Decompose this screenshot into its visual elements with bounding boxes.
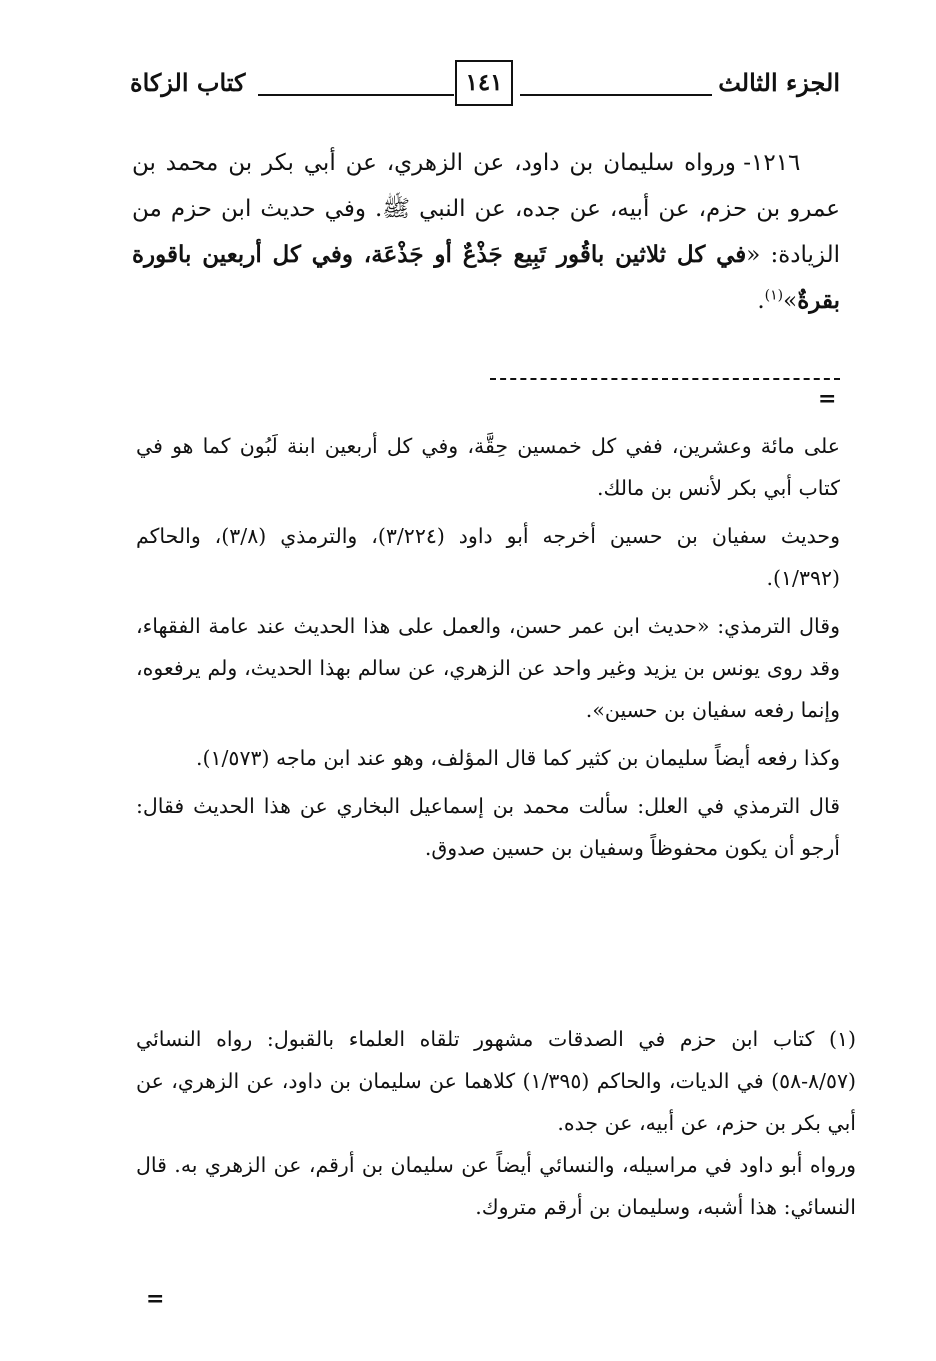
header-rule-left xyxy=(258,94,454,96)
footnote-paragraph xyxy=(136,1018,856,1144)
note-paragraph: قال الترمذي في العلل: سألت محمد بن إسماعيل البخاري عن هذا الحديث فقال: أرجو أن يكون محفوظاً وسفيان بن حسين صدوق. xyxy=(136,794,840,860)
continued-notes xyxy=(136,425,840,875)
page-number: ١٤١ xyxy=(455,60,513,106)
page-header xyxy=(130,58,840,118)
continuation-mark-top: = xyxy=(818,386,837,412)
header-rule-right xyxy=(520,94,712,96)
hadith-text-end: . xyxy=(757,288,765,314)
note-paragraph: على مائة وعشرين، ففي كل خمسين حِقَّة، وفي كل أربعين ابنة لَبُون كما هو في كتاب أبي بكر لأنس بن مالك. xyxy=(136,434,840,500)
note-paragraph: وقال الترمذي: «حديث ابن عمر حسن، والعمل على هذا الحديث عند عامة الفقهاء، وقد روى يونس بن يزيد وغير واحد عن الزهري، عن سالم بهذا الحديث، ولم يرفعوه، وإنما رفعه سفيان بن حسين». xyxy=(136,614,840,722)
footnote-reference: (١) xyxy=(764,287,784,304)
note-paragraph: وكذا رفعه أيضاً سليمان بن كثير كما قال المؤلف، وهو عند ابن ماجه (١/٥٧٣). xyxy=(196,746,840,770)
dashed-separator xyxy=(490,378,840,380)
header-part-title: الجزء الثالث xyxy=(718,68,840,97)
hadith-text-start: ١٢١٦- ورواه سليمان بن داود، عن الزهري، عن أبي بكر بن محمد بن عمرو بن حزم، عن أبيه، عن جده، عن النبي ﷺ. وفي حديث ابن حزم من الزيادة: « xyxy=(132,150,841,268)
hadith-quote-close: » xyxy=(783,288,798,314)
hadith-bold-quote: في كل ثلاثين باقُور تَبِيع جَذْعٌ أو جَذْعَة، وفي كل أربعين باقورة بقرةٌ xyxy=(132,241,840,314)
note-paragraph: وحديث سفيان بن حسين أخرجه أبو داود (٣/٢٢٤)، والترمذي (٣/٨)، والحاكم (١/٣٩٢). xyxy=(136,524,840,590)
footnote-paragraph: ورواه أبو داود في مراسيله، والنسائي أيضاً عن سليمان بن أرقم، عن الزهري به. قال النسائي: هذا أشبه، وسليمان بن أرقم متروك. xyxy=(136,1153,856,1219)
continuation-mark-bottom: = xyxy=(146,1286,165,1312)
footnote-text: كتاب ابن حزم في الصدقات مشهور تلقاه العلماء بالقبول: رواه النسائي (٨/٥٧-٥٨) في الديات، والحاكم (١/٣٩٥) كلاهما عن سليمان بن داود، عن الزهري، عن أبي بكر بن حزم، عن أبيه، عن جده. xyxy=(136,1027,856,1135)
hadith-paragraph xyxy=(132,140,840,324)
header-book-title: كتاب الزكاة xyxy=(130,68,246,97)
footnote-marker: (١) xyxy=(828,1027,856,1051)
footnote-1 xyxy=(136,1018,856,1228)
main-text xyxy=(132,140,840,324)
